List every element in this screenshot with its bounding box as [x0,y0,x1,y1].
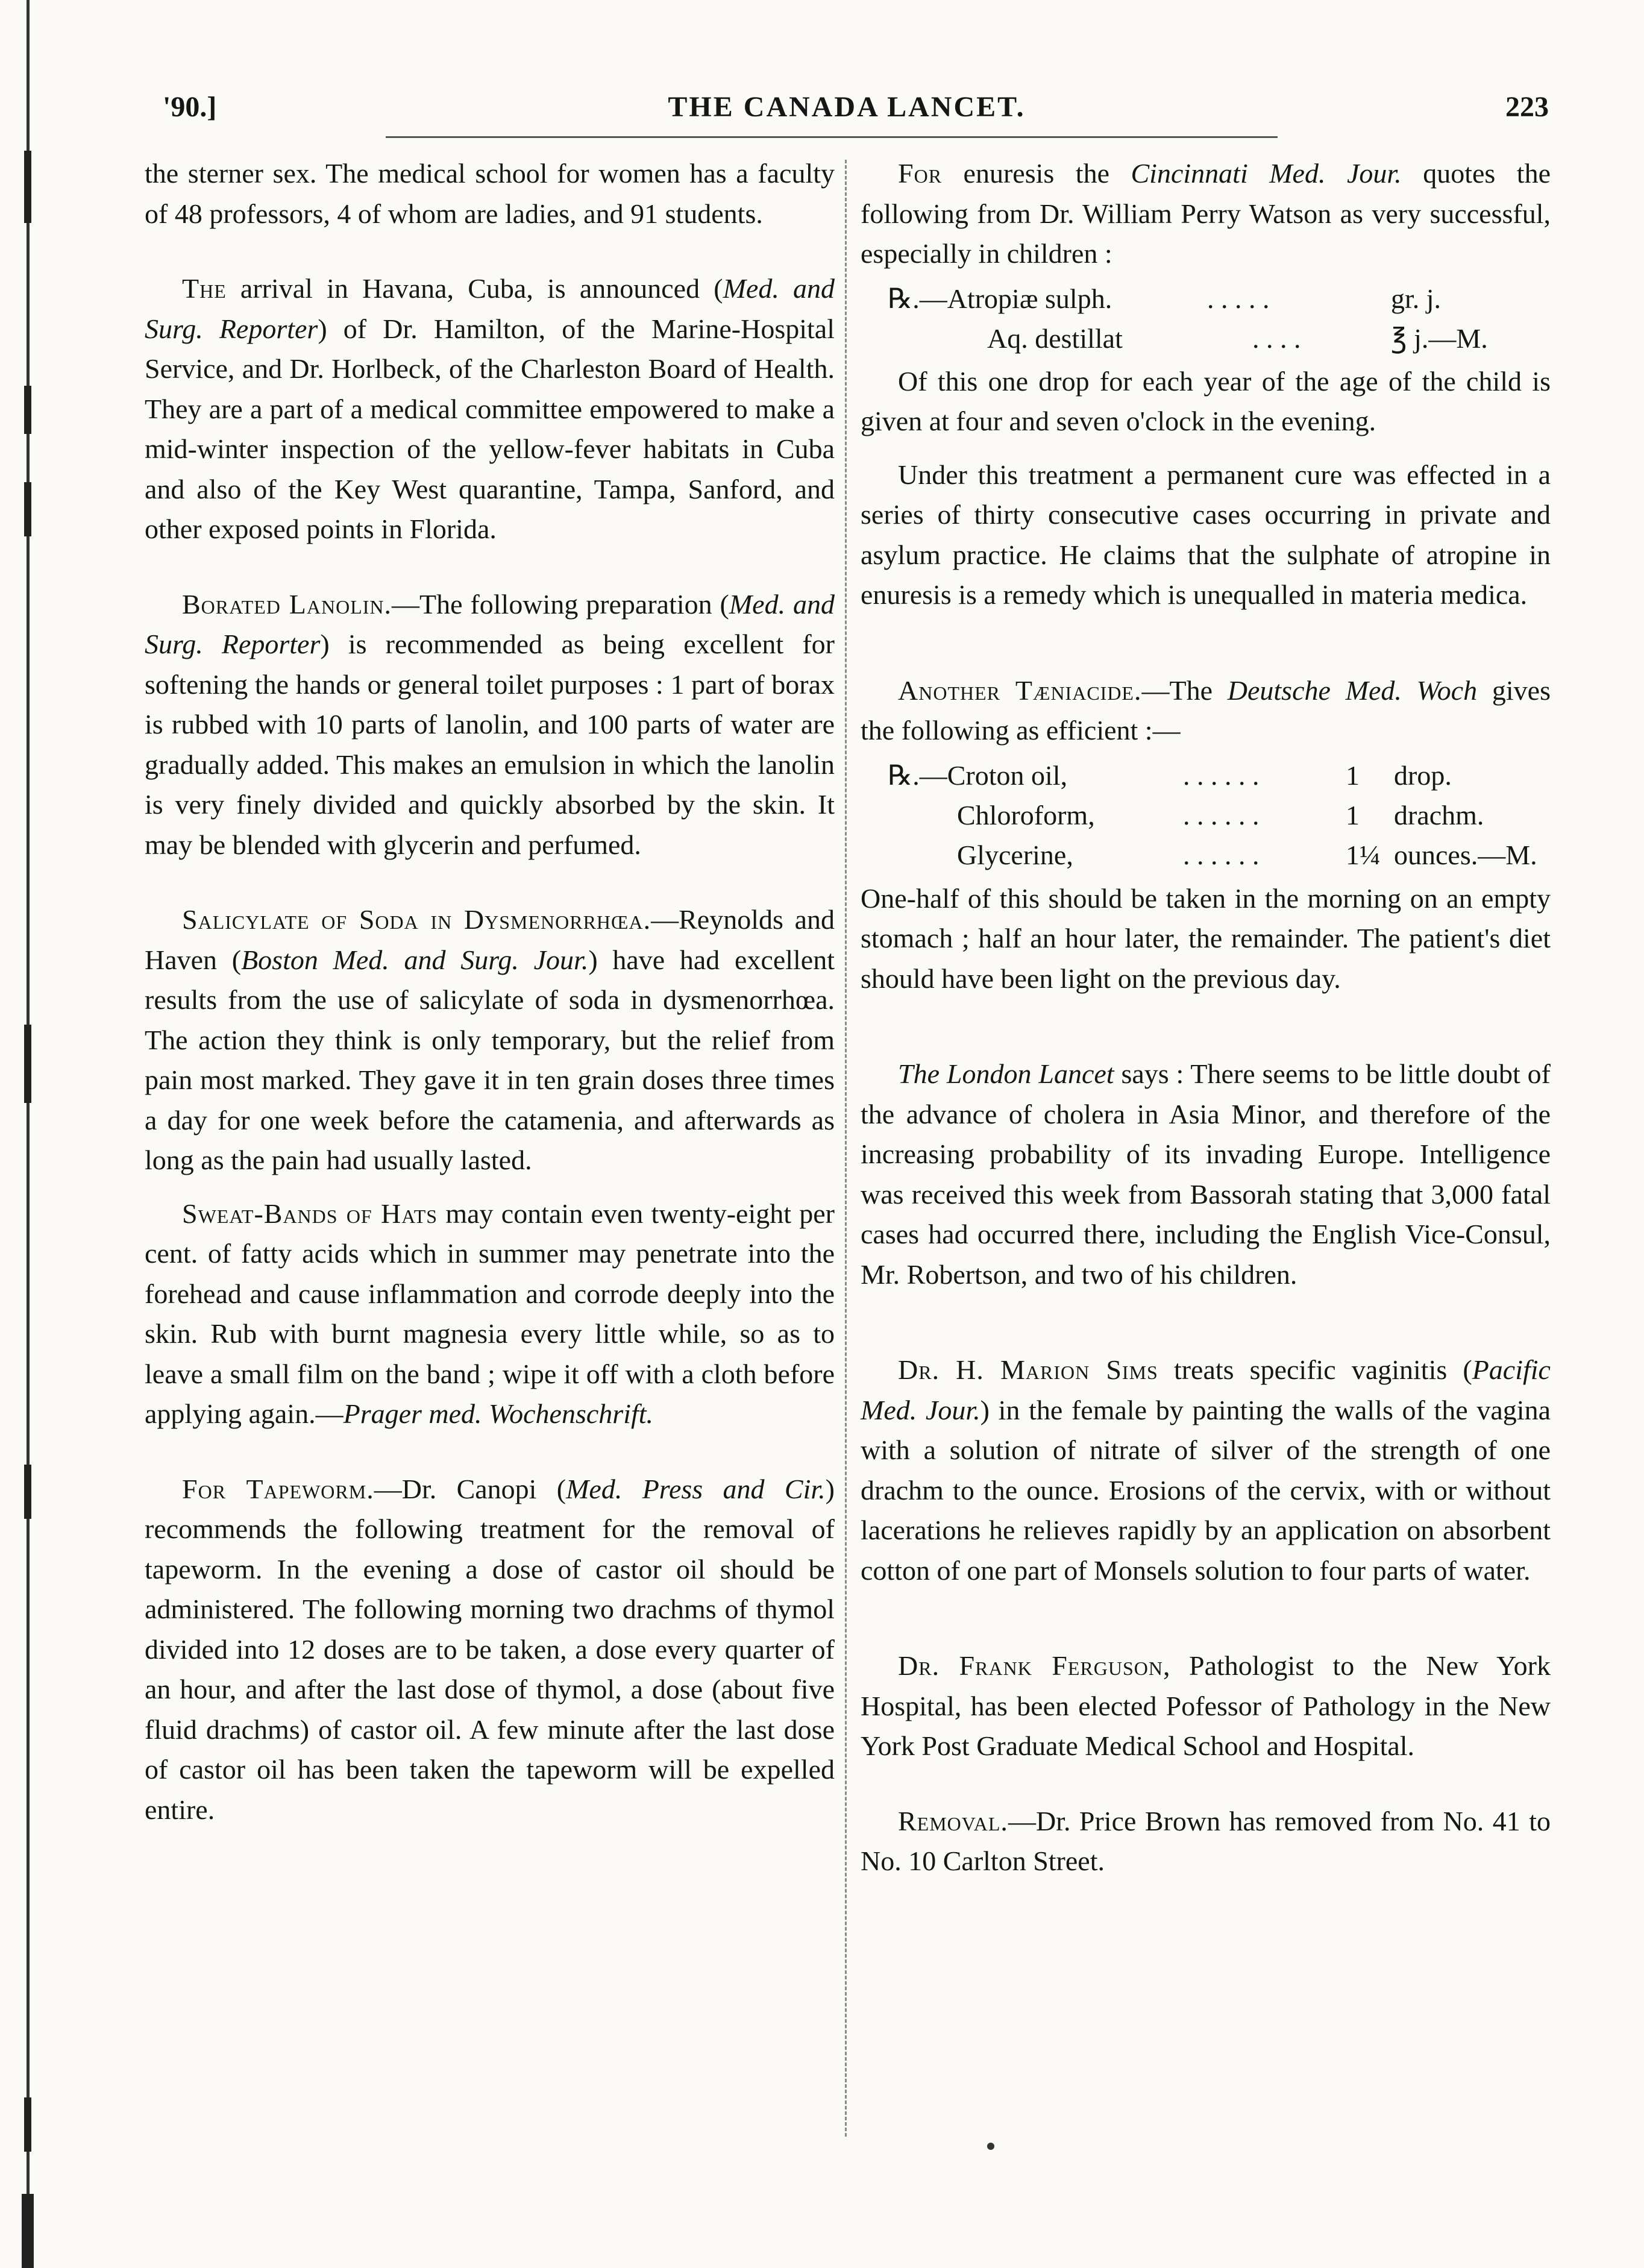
header-rule [386,136,1278,138]
scan-edge-line [27,0,30,2268]
scan-edge-mark [24,1465,31,1519]
print-speck [987,2143,994,2150]
column-divider [845,160,847,2137]
section-heading: Removal. [898,1805,1008,1836]
prescription-enuresis [861,279,1551,359]
paragraph-tapeworm: For Tapeworm.—Dr. Canopi (Med. Press and Cir.) recommends the following treatment for the removal of tapeworm. In the evening a dose of castor oil should be administered. The following morning two drachms of thymol divided into 12 doses are to be taken, a dose every quarter of an hour, and after the last dose of thymol, a dose (about five fluid drachms) of castor oil. A few minute after the last dose of castor oil has been taken the tapeworm will be expelled entire. [145,1473,835,1825]
section-heading: Another Tæniacide. [898,674,1142,706]
paragraph-enuresis-dosage: Of this one drop for each year of the age of the child is given at four and seven o'clock in the evening. [861,365,1551,436]
rx-line: Glycerine, . . . . . . 1¼ ounces.—M. [957,839,1537,870]
paragraph-borated-lanolin: Borated Lanolin.—The following preparation (Med. and Surg. Reporter) is recommended as being excellent for softening the hands or general toilet purposes : 1 part of borax is rubbed with 10 parts of lanolin, and 100 parts of water are gradually added. This makes an emulsion in which the lanolin is very finely divided and quickly absorbed by the skin. It may be blended with glycerin and perfumed. [145,588,835,860]
paragraph-taeniacide: Another Tæniacide.—The Deutsche Med. Woch gives the following as efficient :— [861,674,1551,746]
scan-edge-mark [22,2194,34,2268]
paragraph-taeniacide-directions: One-half of this should be taken in the morning on an empty stomach ; half an hour later, the remainder. The patient's diet should have been light on the previous day. [861,882,1551,994]
paragraph-enuresis: For enuresis the Cincinnati Med. Jour. quotes the following from Dr. William Perry Watson as very successful, especially in children : [861,158,1551,269]
paragraph-sweat-bands: Sweat-Bands of Hats may contain even twenty-eight per cent. of fatty acids which in summer may penetrate into the forehead and cause inflammation and corrode deeply into the skin. Rub with burnt magnesia every little while, so as to leave a small film on the band ; wipe it off with a cloth before applying again.—Prager med. Wochenschrift. [145,1198,835,1429]
paragraph-sims: Dr. H. Marion Sims treats specific vaginitis (Pacific Med. Jour.) in the female by painting the walls of the vagina with a solution of nitrate of silver of the strength of one drachm to the ounce. Erosions of the cervix, with or without lacerations he relieves rapidly by an application on absorbent cotton of one part of Monsels solution to four parts of water. [861,1354,1551,1586]
scan-edge-mark [24,386,31,434]
section-heading: Borated Lanolin. [182,588,392,620]
paragraph-havana: The arrival in Havana, Cuba, is announced (Med. and Surg. Reporter) of Dr. Hamilton, of the Marine-Hospital Service, and Dr. Horlbeck, of the Charleston Board of Health. They are a part of a medical committee empowered to make a mid-winter inspection of the yellow-fever habitats in Cuba and also of the Key West quarantine, Tampa, Sanford, and other exposed points in Florida. [145,273,835,544]
rx-line: ℞.—Atropiæ sulph. . . . . . gr. j. [888,283,1442,314]
paragraph-removal: Removal.—Dr. Price Brown has removed from No. 41 to No. 10 Carlton Street. [861,1805,1551,1876]
journal-title: THE CANADA LANCET. [668,91,1026,123]
header-year: '90.] [163,91,217,123]
page-number: 223 [1505,91,1549,123]
paragraph-enuresis-result: Under this treatment a permanent cure was effected in a series of thirty consecutive cases occurring in private and asylum practice. He claims that the sulphate of atropine in enuresis is a remedy which is unequalled in materia medica. [861,459,1551,610]
scan-edge-mark [24,2097,31,2152]
scan-edge-mark [24,482,31,536]
paragraph-salicylate: Salicylate of Soda in Dysmenorrhœa.—Reynolds and Haven (Boston Med. and Surg. Jour.) have had excellent results from the use of salicylate of soda in dysmenorrhœa. The action they think is only temporary, but the relief from pain most marked. They gave it in ten grain doses three times a day for one week before the catamenia, and afterwards as long as the pain had usually lasted. [145,904,835,1175]
left-column [145,154,835,1830]
section-heading: Dr. H. Marion Sims [898,1354,1158,1385]
running-header [145,90,1549,133]
scan-edge-mark [24,1025,31,1103]
section-heading: Dr. Frank Ferguson [898,1650,1163,1681]
paragraph-continuation: the sterner sex. The medical school for women has a faculty of 48 professors, 4 of whom are ladies, and 91 students. [145,158,835,229]
rx-line: Chloroform, . . . . . . 1 drachm. [957,799,1484,831]
section-heading: Sweat-Bands of Hats [182,1198,438,1229]
section-heading: Salicylate of Soda in Dysmenorrhœa. [182,904,651,935]
paragraph-ferguson: Dr. Frank Ferguson, Pathologist to the New York Hospital, has been elected Pofessor of Pathology in the New York Post Graduate Medical School and Hospital. [861,1650,1551,1761]
rx-line: ℞.—Croton oil, . . . . . . 1 drop. [888,759,1452,791]
rx-line: Aq. destillat . . . . ℥ j.—M. [987,322,1488,354]
prescription-taeniacide [861,756,1551,876]
section-heading: For Tapeworm. [182,1473,374,1504]
scan-edge-mark [24,151,31,223]
right-column [861,154,1551,1882]
paragraph-cholera: The London Lancet says : There seems to be little doubt of the advance of cholera in Asia Minor, and therefore of the increasing probability of its invading Europe. Intelligence was received this week from Bassorah stating that 3,000 fatal cases had occurred there, including the English Vice-Consul, Mr. Robertson, and two of his children. [861,1058,1551,1290]
